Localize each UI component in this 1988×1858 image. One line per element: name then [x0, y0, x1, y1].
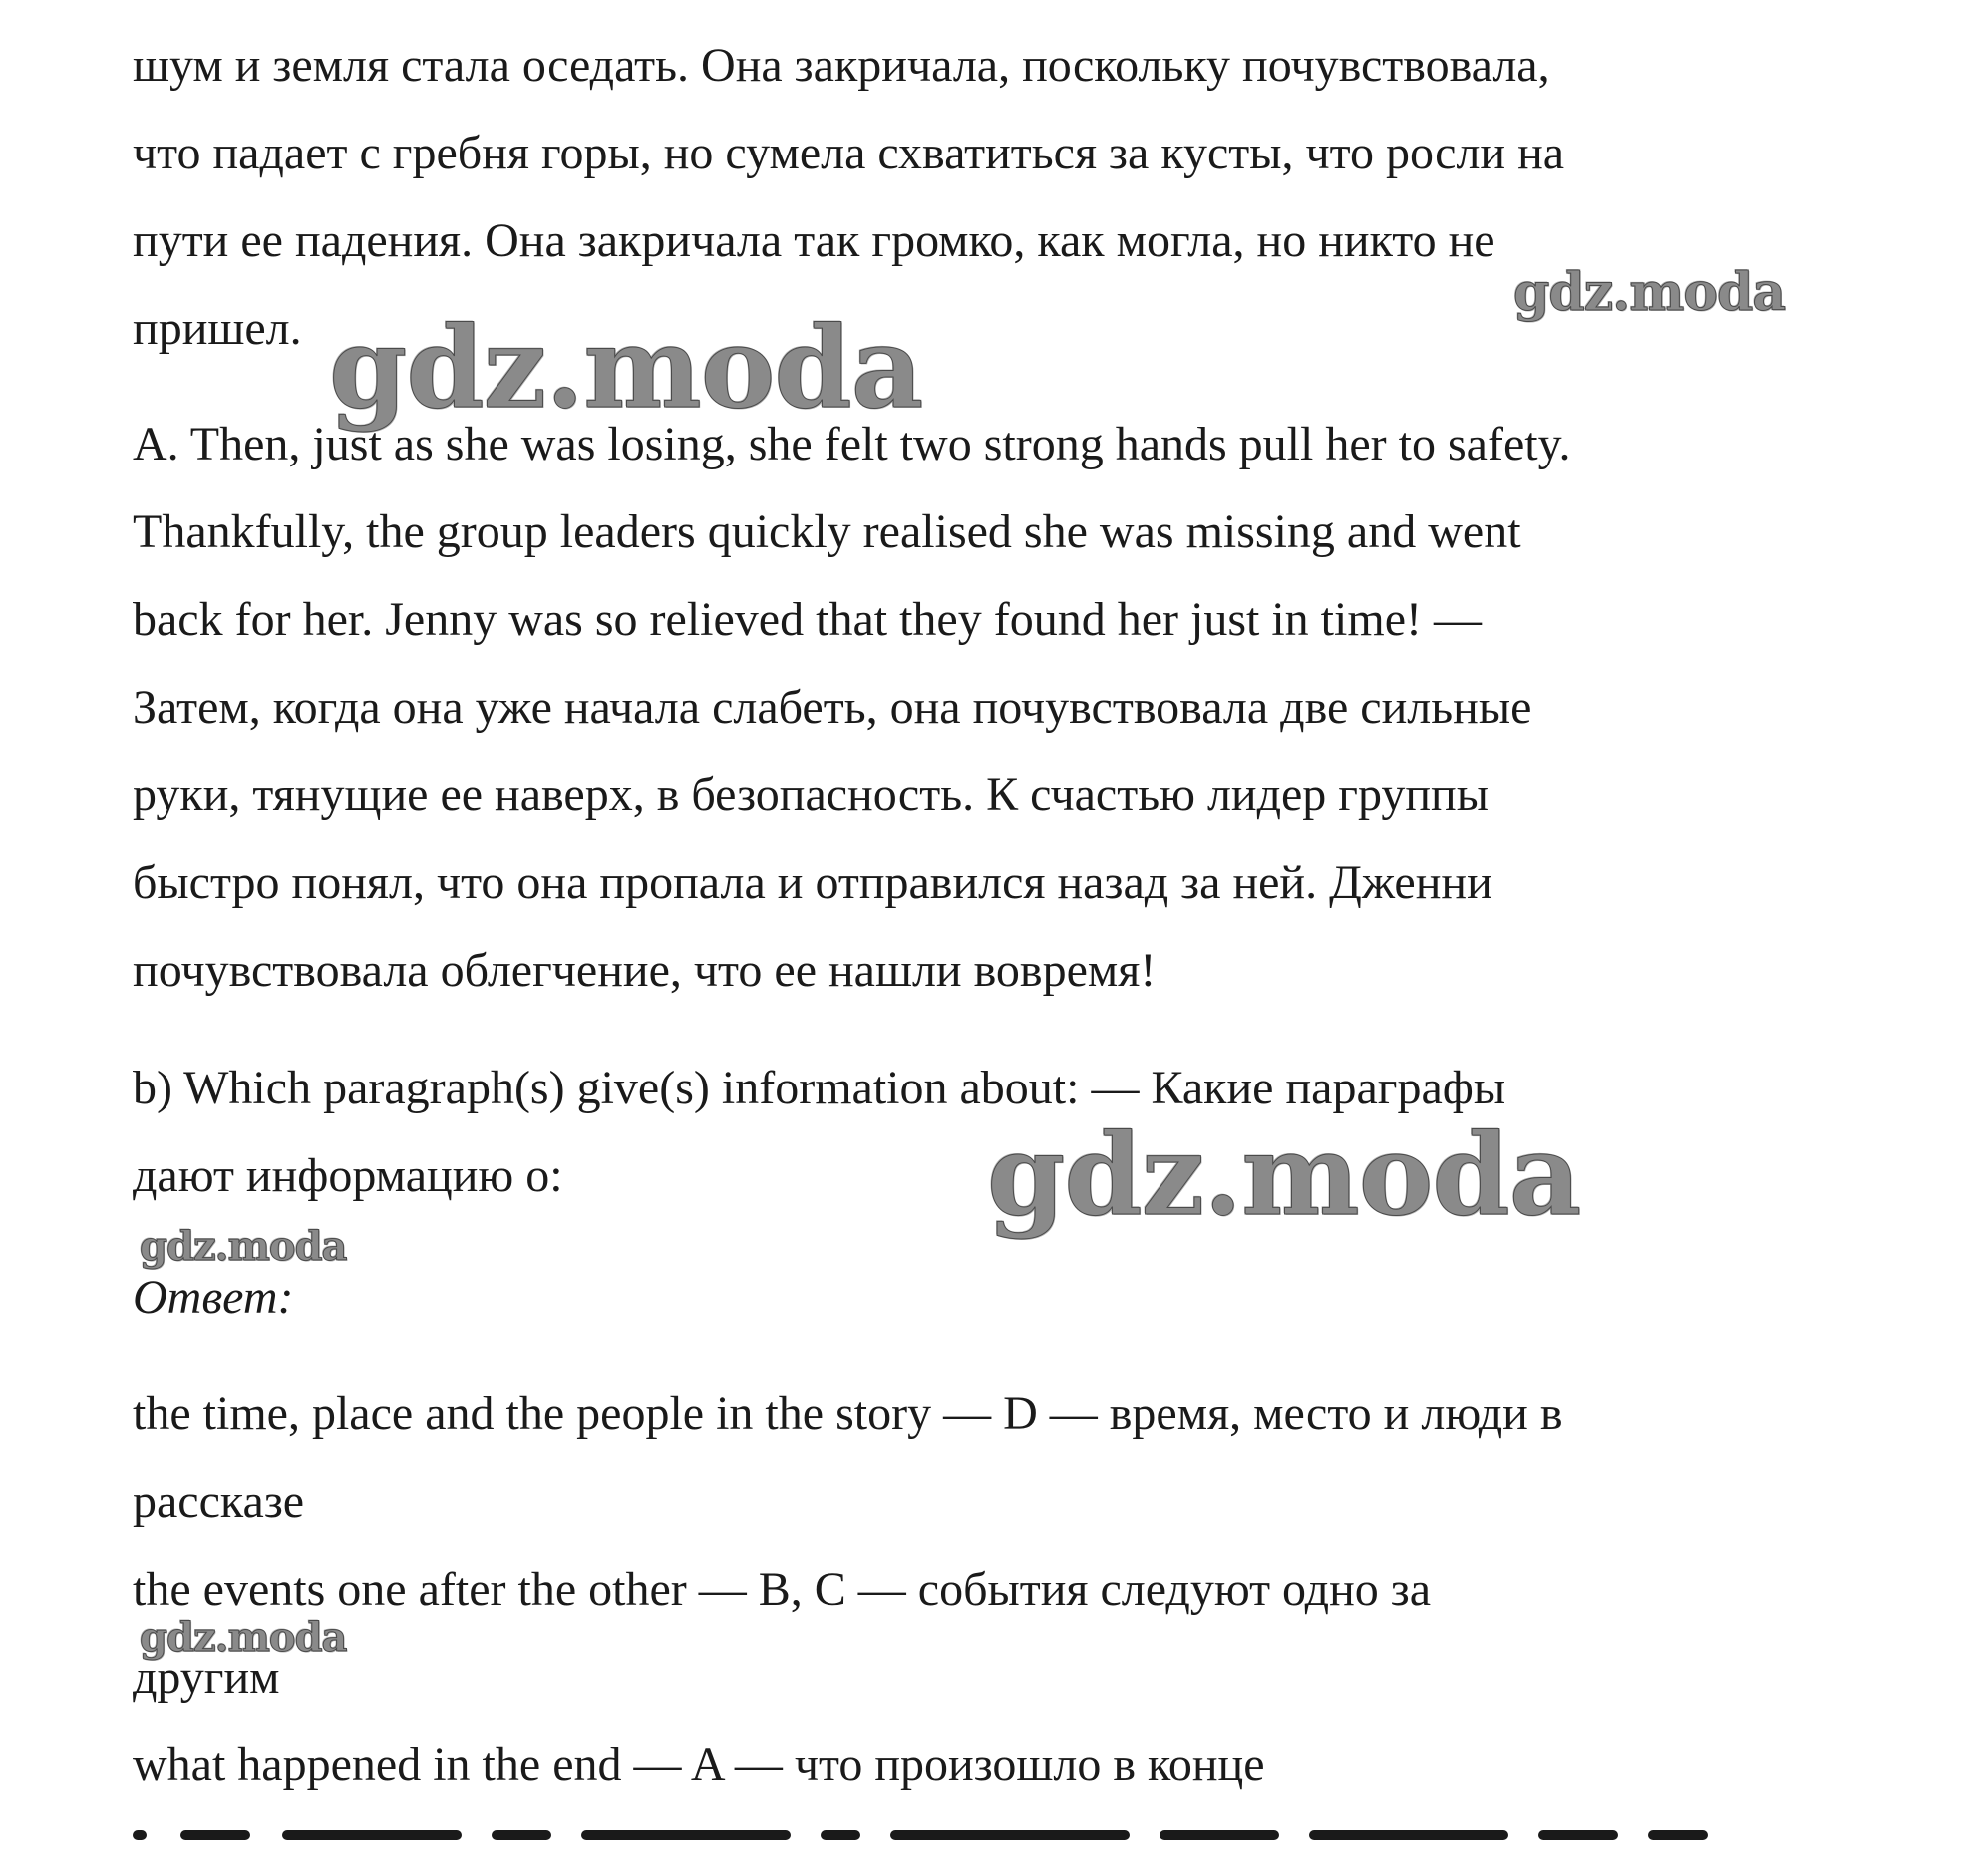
- text-line: пришел.: [133, 302, 302, 355]
- text-line: руки, тянущие ее наверх, в безопасность. К счастью лидер группы: [133, 769, 1489, 821]
- text-line: шум и земля стала оседать. Она закричала, поскольку почувствовала,: [133, 39, 1550, 92]
- text-line: back for her. Jenny was so relieved that they found her just in time! —: [133, 593, 1482, 646]
- answer-line: the events one after the other — B, C — события следуют одно за: [133, 1563, 1432, 1616]
- watermark: gdz.moda: [329, 303, 923, 434]
- cut-off-text-line: [133, 1822, 1887, 1858]
- watermark: gdz.moda: [1513, 262, 1786, 323]
- question-line: b) Which paragraph(s) give(s) information about: — Какие параграфы: [133, 1062, 1506, 1114]
- text-line: пути ее падения. Она закричала так громко, как могла, но никто не: [133, 214, 1495, 267]
- watermark: gdz.moda: [140, 1614, 347, 1661]
- answer-line: другим: [133, 1651, 280, 1703]
- text-line: почувствовала облегчение, что ее нашли вовремя!: [133, 944, 1157, 997]
- question-line: дают информацию о:: [133, 1149, 563, 1202]
- answer-line: рассказе: [133, 1475, 305, 1528]
- answer-label: Ответ:: [133, 1271, 294, 1324]
- answer-line: the time, place and the people in the story — D — время, место и люди в: [133, 1388, 1563, 1440]
- answer-line: what happened in the end — A — что произошло в конце: [133, 1738, 1265, 1791]
- text-line: что падает с гребня горы, но сумела схватиться за кусты, что росли на: [133, 127, 1565, 179]
- watermark: gdz.moda: [140, 1223, 347, 1270]
- text-line: A. Then, just as she was losing, she felt two strong hands pull her to safety.: [133, 418, 1571, 470]
- text-line: быстро понял, что она пропала и отправился назад за ней. Дженни: [133, 856, 1492, 909]
- text-line: Затем, когда она уже начала слабеть, она почувствовала две сильные: [133, 681, 1532, 734]
- text-line: Thankfully, the group leaders quickly realised she was missing and went: [133, 505, 1521, 558]
- watermark: gdz.moda: [987, 1110, 1581, 1241]
